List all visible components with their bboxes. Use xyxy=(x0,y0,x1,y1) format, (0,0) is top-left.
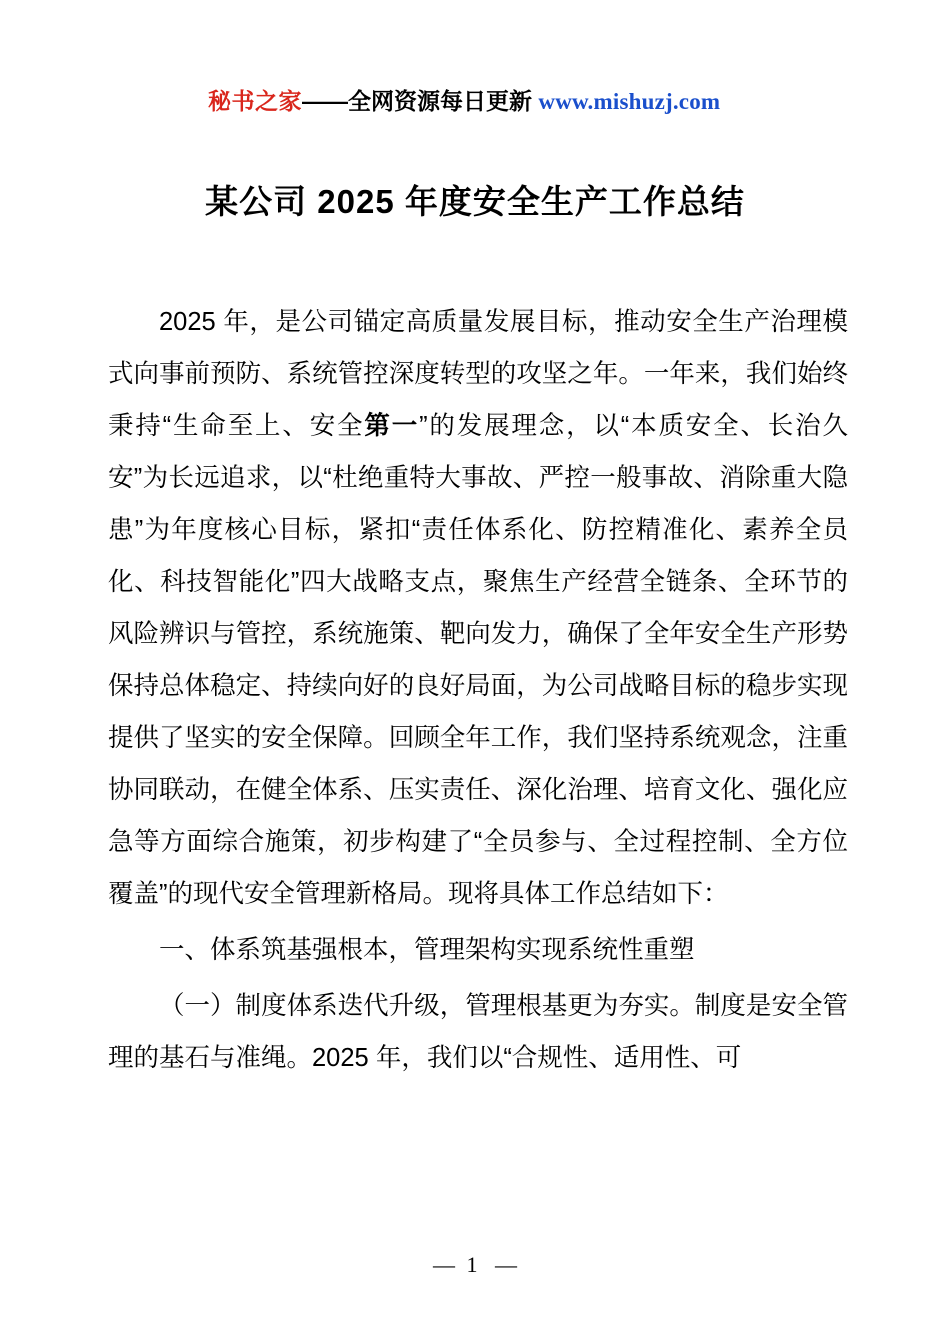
emphasized-text: 第一 xyxy=(364,412,420,440)
paragraph-intro xyxy=(108,296,848,920)
footer-page-number: 1 xyxy=(466,1252,484,1277)
paragraph-text: （一）制度体系迭代升级，管理根基更为夯实。制度是安全管理的基石与准绳。2025 年，我们以“合规性、适用性、可 xyxy=(108,992,848,1072)
footer-dash-right: — xyxy=(495,1252,517,1277)
paragraph-subsection-1 xyxy=(108,980,848,1084)
page-number-footer xyxy=(0,1252,950,1278)
site-watermark-header xyxy=(208,86,830,117)
site-brand-name: 秘书之家 xyxy=(208,88,302,114)
header-tagline: 全网资源每日更新 xyxy=(348,88,532,114)
header-separator: —— xyxy=(302,88,348,114)
footer-dash-left: — xyxy=(433,1252,455,1277)
site-url-link[interactable]: www.mishuzj.com xyxy=(538,89,721,114)
paragraph-section-heading-1 xyxy=(108,924,848,976)
paragraph-text: 一、体系筑基强根本，管理架构实现系统性重塑 xyxy=(159,936,695,964)
paragraph-text: ”的发展理念，以“本质安全、长治久安”为长远追求，以“杜绝重特大事故、严控一般事故、消除重大隐患”为年度核心目标，紧扣“责任体系化、防控精准化、素养全员化、科技智能化”四大战略支点，聚焦生产经营全链条、全环节的风险辨识与管控，系统施策、靶向发力，确保了全年安全生产形势保持总体稳定、持续向好的良好局面，为公司战略目标的稳步实现提供了坚实的安全保障。回顾全年工作，我们坚持系统观念，注重协同联动，在健全体系、压实责任、深化治理、培育文化、强化应急等方面综合施策，初步构建了“全员参与、全过程控制、全方位覆盖”的现代安全管理新格局。现将具体工作总结如下： xyxy=(108,412,848,908)
page-title: 某公司 2025 年度安全生产工作总结 xyxy=(205,183,745,220)
paragraph-text: 2025 年，是公司锚定高质量发展目标，推动安全生产治理模式向事前预防、系统管控深度转型的攻坚之年。一年来，我们始终秉持“生命至上、安全 xyxy=(108,308,848,440)
document-body xyxy=(108,296,848,1084)
